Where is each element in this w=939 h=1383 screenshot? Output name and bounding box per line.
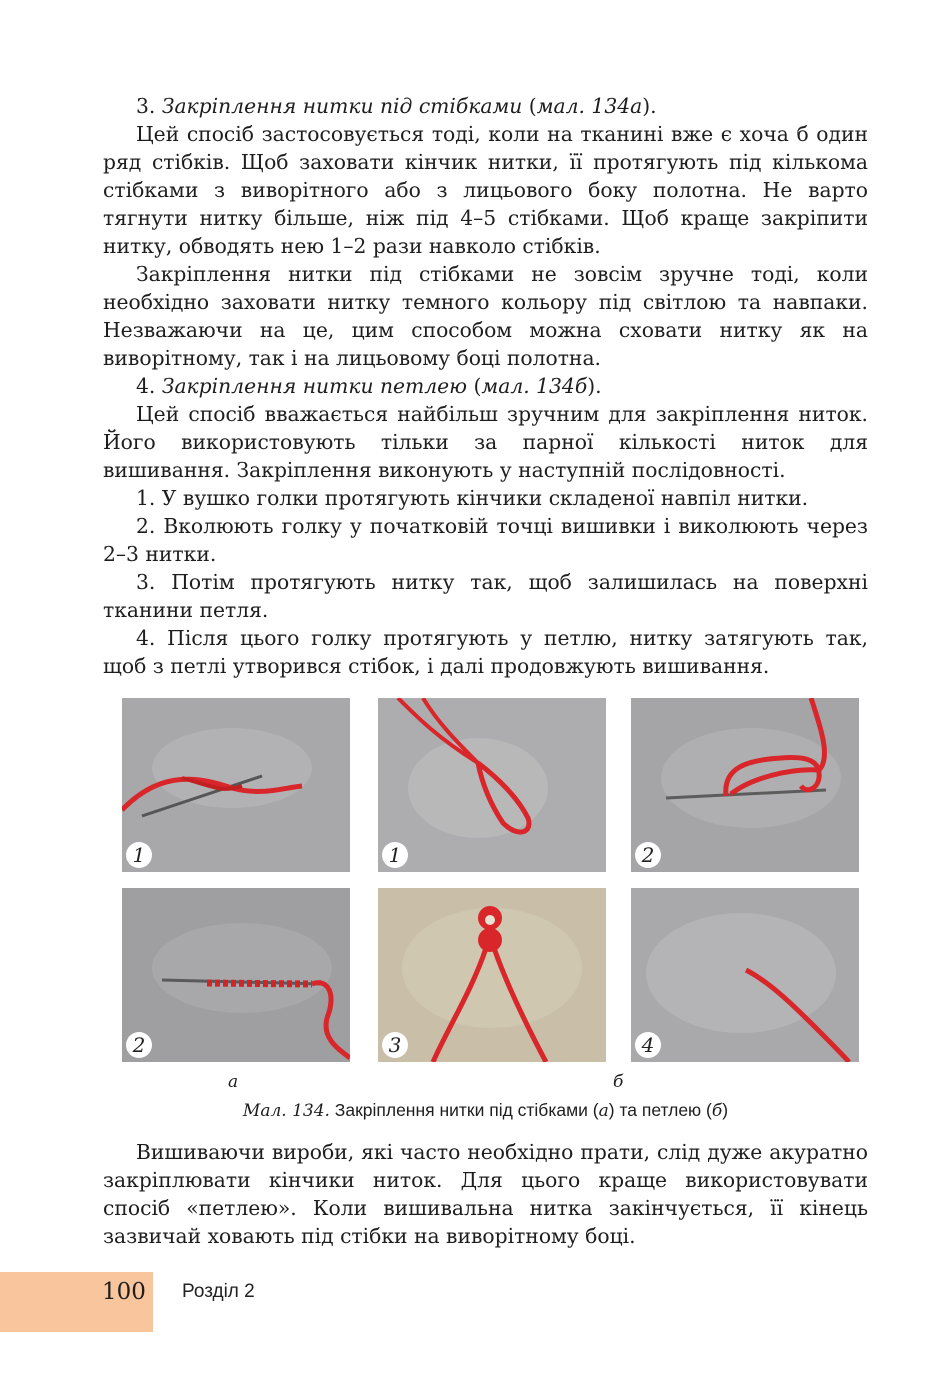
paragraph: Вишиваючи вироби, які часто необхідно прати, слід дуже акуратно закріплювати кінчики ниток. Для цього краще використовувати спосіб «петлею». Коли вишивальна нитка закінчується, її кінець зазвичай ховають під стібки на виворітному боці. <box>103 1140 868 1248</box>
paragraph-heading-3: 3. Закріплення нитки під стібками (мал. 134а). <box>136 94 657 118</box>
paragraph: Закріплення нитки під стібками не зовсім зручне тоді, коли необхідно заховати нитку темного кольору під світлою та навпаки. Незважаючи на це, цим способом можна сховати нитку як на виворітному, так і на лицьовому боці полотна. <box>103 262 868 370</box>
step-item: 3. Потім протягують нитку так, щоб залишилась на поверхні тканини петля. <box>103 570 868 622</box>
figure-caption: Мал. 134. Закріплення нитки під стібками (а) та петлею (б) <box>242 1100 729 1121</box>
figure-sublabel-a: а <box>228 1072 239 1092</box>
paragraph: Цей спосіб вважається найбільш зручним для закріплення ниток. Його використовують тільки за парної кількості ниток для вишивання. Закріплення виконують у наступній послідовності. <box>103 402 868 482</box>
step-number-badge: 2 <box>635 842 661 868</box>
step-number-badge: 1 <box>382 842 408 868</box>
photo-a1-needle-under-stitches <box>122 698 350 872</box>
body-text-top <box>103 92 868 680</box>
paragraph: Цей спосіб застосовується тоді, коли на тканині вже є хоча б один ряд стібків. Щоб заховати кінчик нитки, її протягують під кількома стібками з виворітного або з лицьового боку полотна. Не варто тягнути нитку більше, ніж під 4–5 стібками. Щоб краще закріпити нитку, обводять нею 1–2 рази навколо стібків. <box>103 122 868 258</box>
step-number-badge: 3 <box>382 1032 408 1058</box>
step-number-badge: 4 <box>635 1032 661 1058</box>
figure-sublabel-b: б <box>613 1072 624 1092</box>
photo-b1-folded-thread <box>378 698 606 872</box>
page-number: 100 <box>102 1279 146 1305</box>
photo-b2-needle-through-fabric <box>631 698 859 872</box>
paragraph-heading-4: 4. Закріплення нитки петлею (мал. 134б). <box>136 374 602 398</box>
body-text-bottom <box>103 1138 868 1250</box>
photo-a2-wrap-around-stitches <box>122 888 350 1062</box>
step-item: 2. Вколюють голку у початковій точці вишивки і виколюють через 2–3 нитки. <box>103 514 868 566</box>
step-number-badge: 1 <box>126 842 152 868</box>
step-item: 1. У вушко голки протягують кінчики складеної навпіл нитки. <box>136 486 809 510</box>
step-number-badge: 2 <box>126 1032 152 1058</box>
step-item: 4. Після цього голку протягують у петлю, нитку затягують так, щоб з петлі утворився стібок, і далі продовжують вишивання. <box>103 626 868 678</box>
section-title: Розділ 2 <box>182 1281 255 1302</box>
photo-b4-finished-stitch <box>631 888 859 1062</box>
caption-label: Мал. 134. <box>242 1101 330 1121</box>
photo-b3-loop-on-surface <box>378 888 606 1062</box>
